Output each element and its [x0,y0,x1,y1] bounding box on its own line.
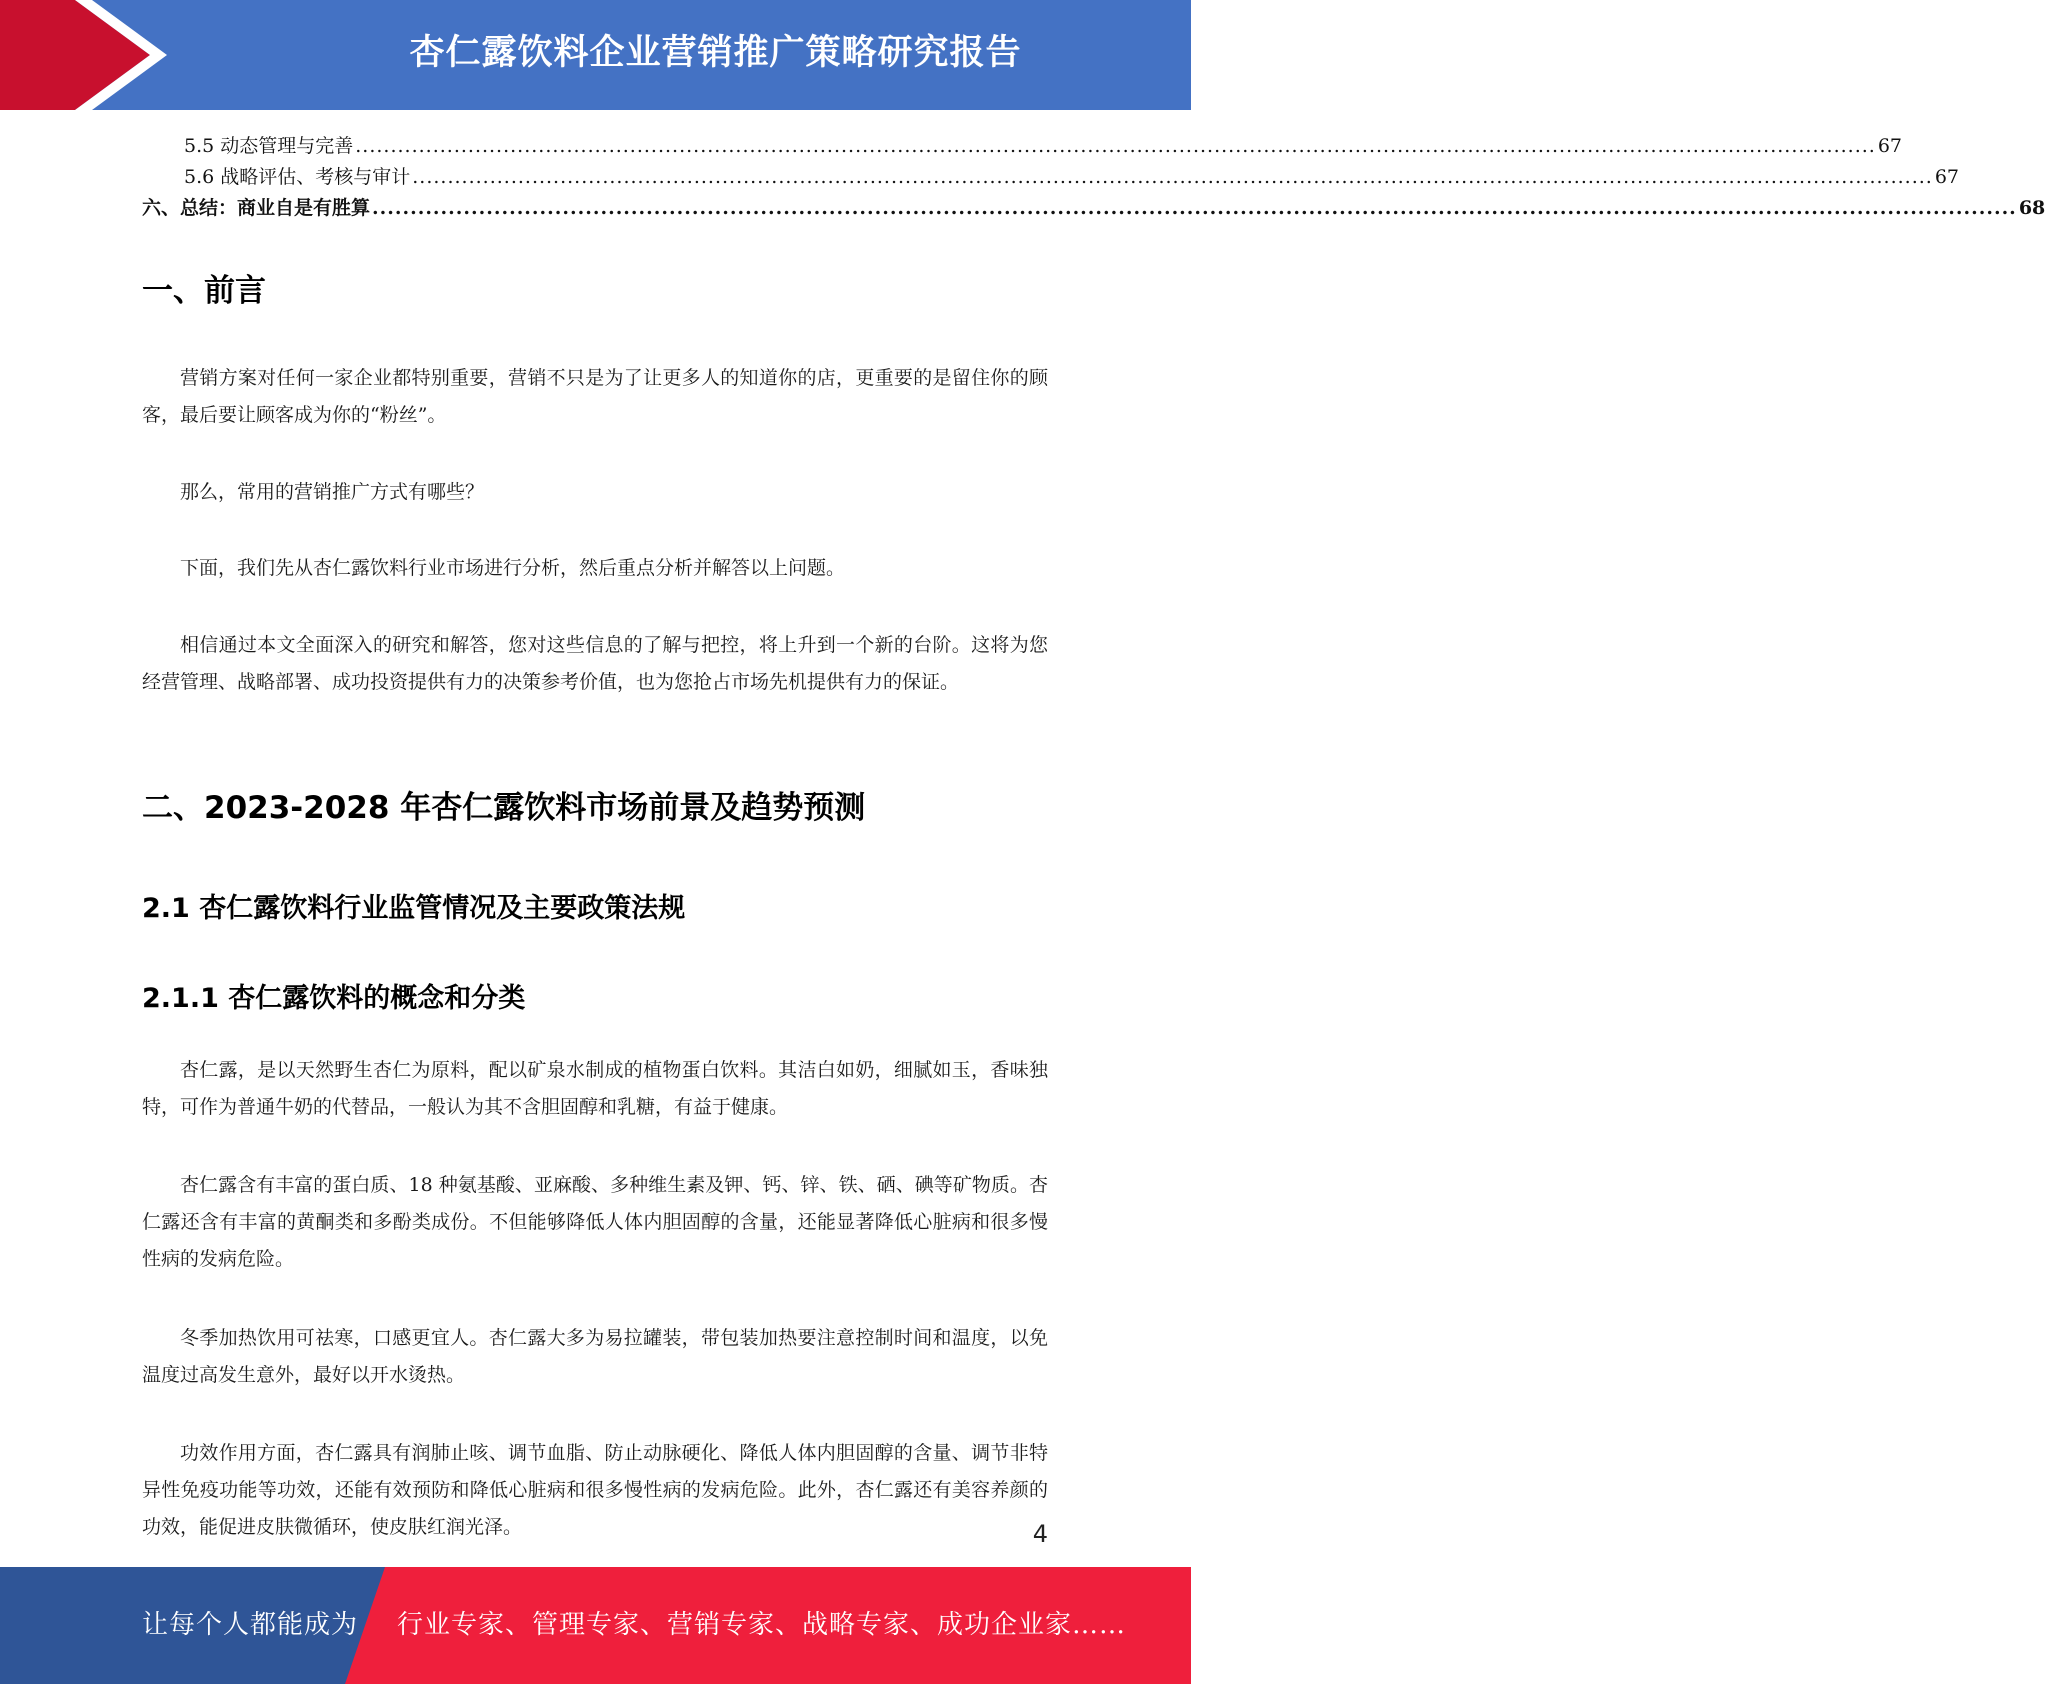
paragraph: 那么，常用的营销推广方式有哪些？ [180,481,485,503]
toc-entry[interactable] [142,193,2045,220]
page-number: 4 [1032,1520,1048,1548]
header-title: 杏仁露饮料企业营销推广策略研究报告 [409,33,1022,73]
toc-entry-page: 67 [1934,166,1959,188]
footer-slogan-right: 行业专家、管理专家、营销专家、战略专家、成功企业家…… [397,1610,1127,1640]
paragraph: 下面，我们先从杏仁露饮料行业市场进行分析，然后重点分析并解答以上问题。 [180,557,846,579]
section-heading: 一、前言 [142,273,266,309]
paragraph: 功效作用方面，杏仁露具有润肺止咳、调节血脂、防止动脉硬化、降低人体内胆固醇的含量、调节非特异性免疫功能等功效，还能有效预防和降低心脏病和很多慢性病的发病危险。此外，杏仁露还有美容养颜的功效，能促进皮肤微循环，使皮肤红润光泽。 [142,1442,1048,1538]
toc-entry-page: 68 [2018,197,2045,219]
subsection-heading: 2.1.1 杏仁露饮料的概念和分类 [142,983,526,1014]
toc-entry-label: 六、总结：商业自是有胜算 [142,197,371,219]
paragraph: 冬季加热饮用可祛寒，口感更宜人。杏仁露大多为易拉罐装，带包装加热要注意控制时间和温度，以免温度过高发生意外，最好以开水烫热。 [142,1327,1048,1386]
toc-entry-page: 67 [1877,135,1902,157]
paragraph: 相信通过本文全面深入的研究和解答，您对这些信息的了解与把控，将上升到一个新的台阶。这将为您经营管理、战略部署、成功投资提供有力的决策参考价值，也为您抢占市场先机提供有力的保证。 [142,634,1048,693]
toc-leader-dots: ........................................................................................................................................................................................................................ [372,197,2017,219]
toc-entry-label: 5.6 战略评估、考核与审计 [184,166,411,188]
toc-leader-dots: ........................................................................................................................................................................................................................ [355,135,1876,157]
toc-entry[interactable] [184,162,1959,189]
subsection-heading: 2.1 杏仁露饮料行业监管情况及主要政策法规 [142,893,686,924]
toc-leader-dots: ........................................................................................................................................................................................................................ [412,166,1933,188]
toc-entry-label: 5.5 动态管理与完善 [184,135,354,157]
page-footer [0,1567,1191,1684]
paragraph: 杏仁露含有丰富的蛋白质、18 种氨基酸、亚麻酸、多种维生素及钾、钙、锌、铁、硒、碘等矿物质。杏仁露还含有丰富的黄酮类和多酚类成份。不但能够降低人体内胆固醇的含量，还能显著降低心脏病和很多慢性病的发病危险。 [142,1174,1048,1270]
paragraph: 杏仁露，是以天然野生杏仁为原料，配以矿泉水制成的植物蛋白饮料。其洁白如奶，细腻如玉，香味独特，可作为普通牛奶的代替品，一般认为其不含胆固醇和乳糖，有益于健康。 [142,1059,1048,1118]
section-heading: 二、2023-2028 年杏仁露饮料市场前景及趋势预测 [142,790,866,826]
page-header [0,0,1191,110]
toc-entry[interactable] [184,131,1902,158]
footer-slogan-left: 让每个人都能成为 [142,1610,359,1640]
paragraph: 营销方案对任何一家企业都特别重要，营销不只是为了让更多人的知道你的店，更重要的是留住你的顾客，最后要让顾客成为你的“粉丝”。 [142,367,1048,426]
